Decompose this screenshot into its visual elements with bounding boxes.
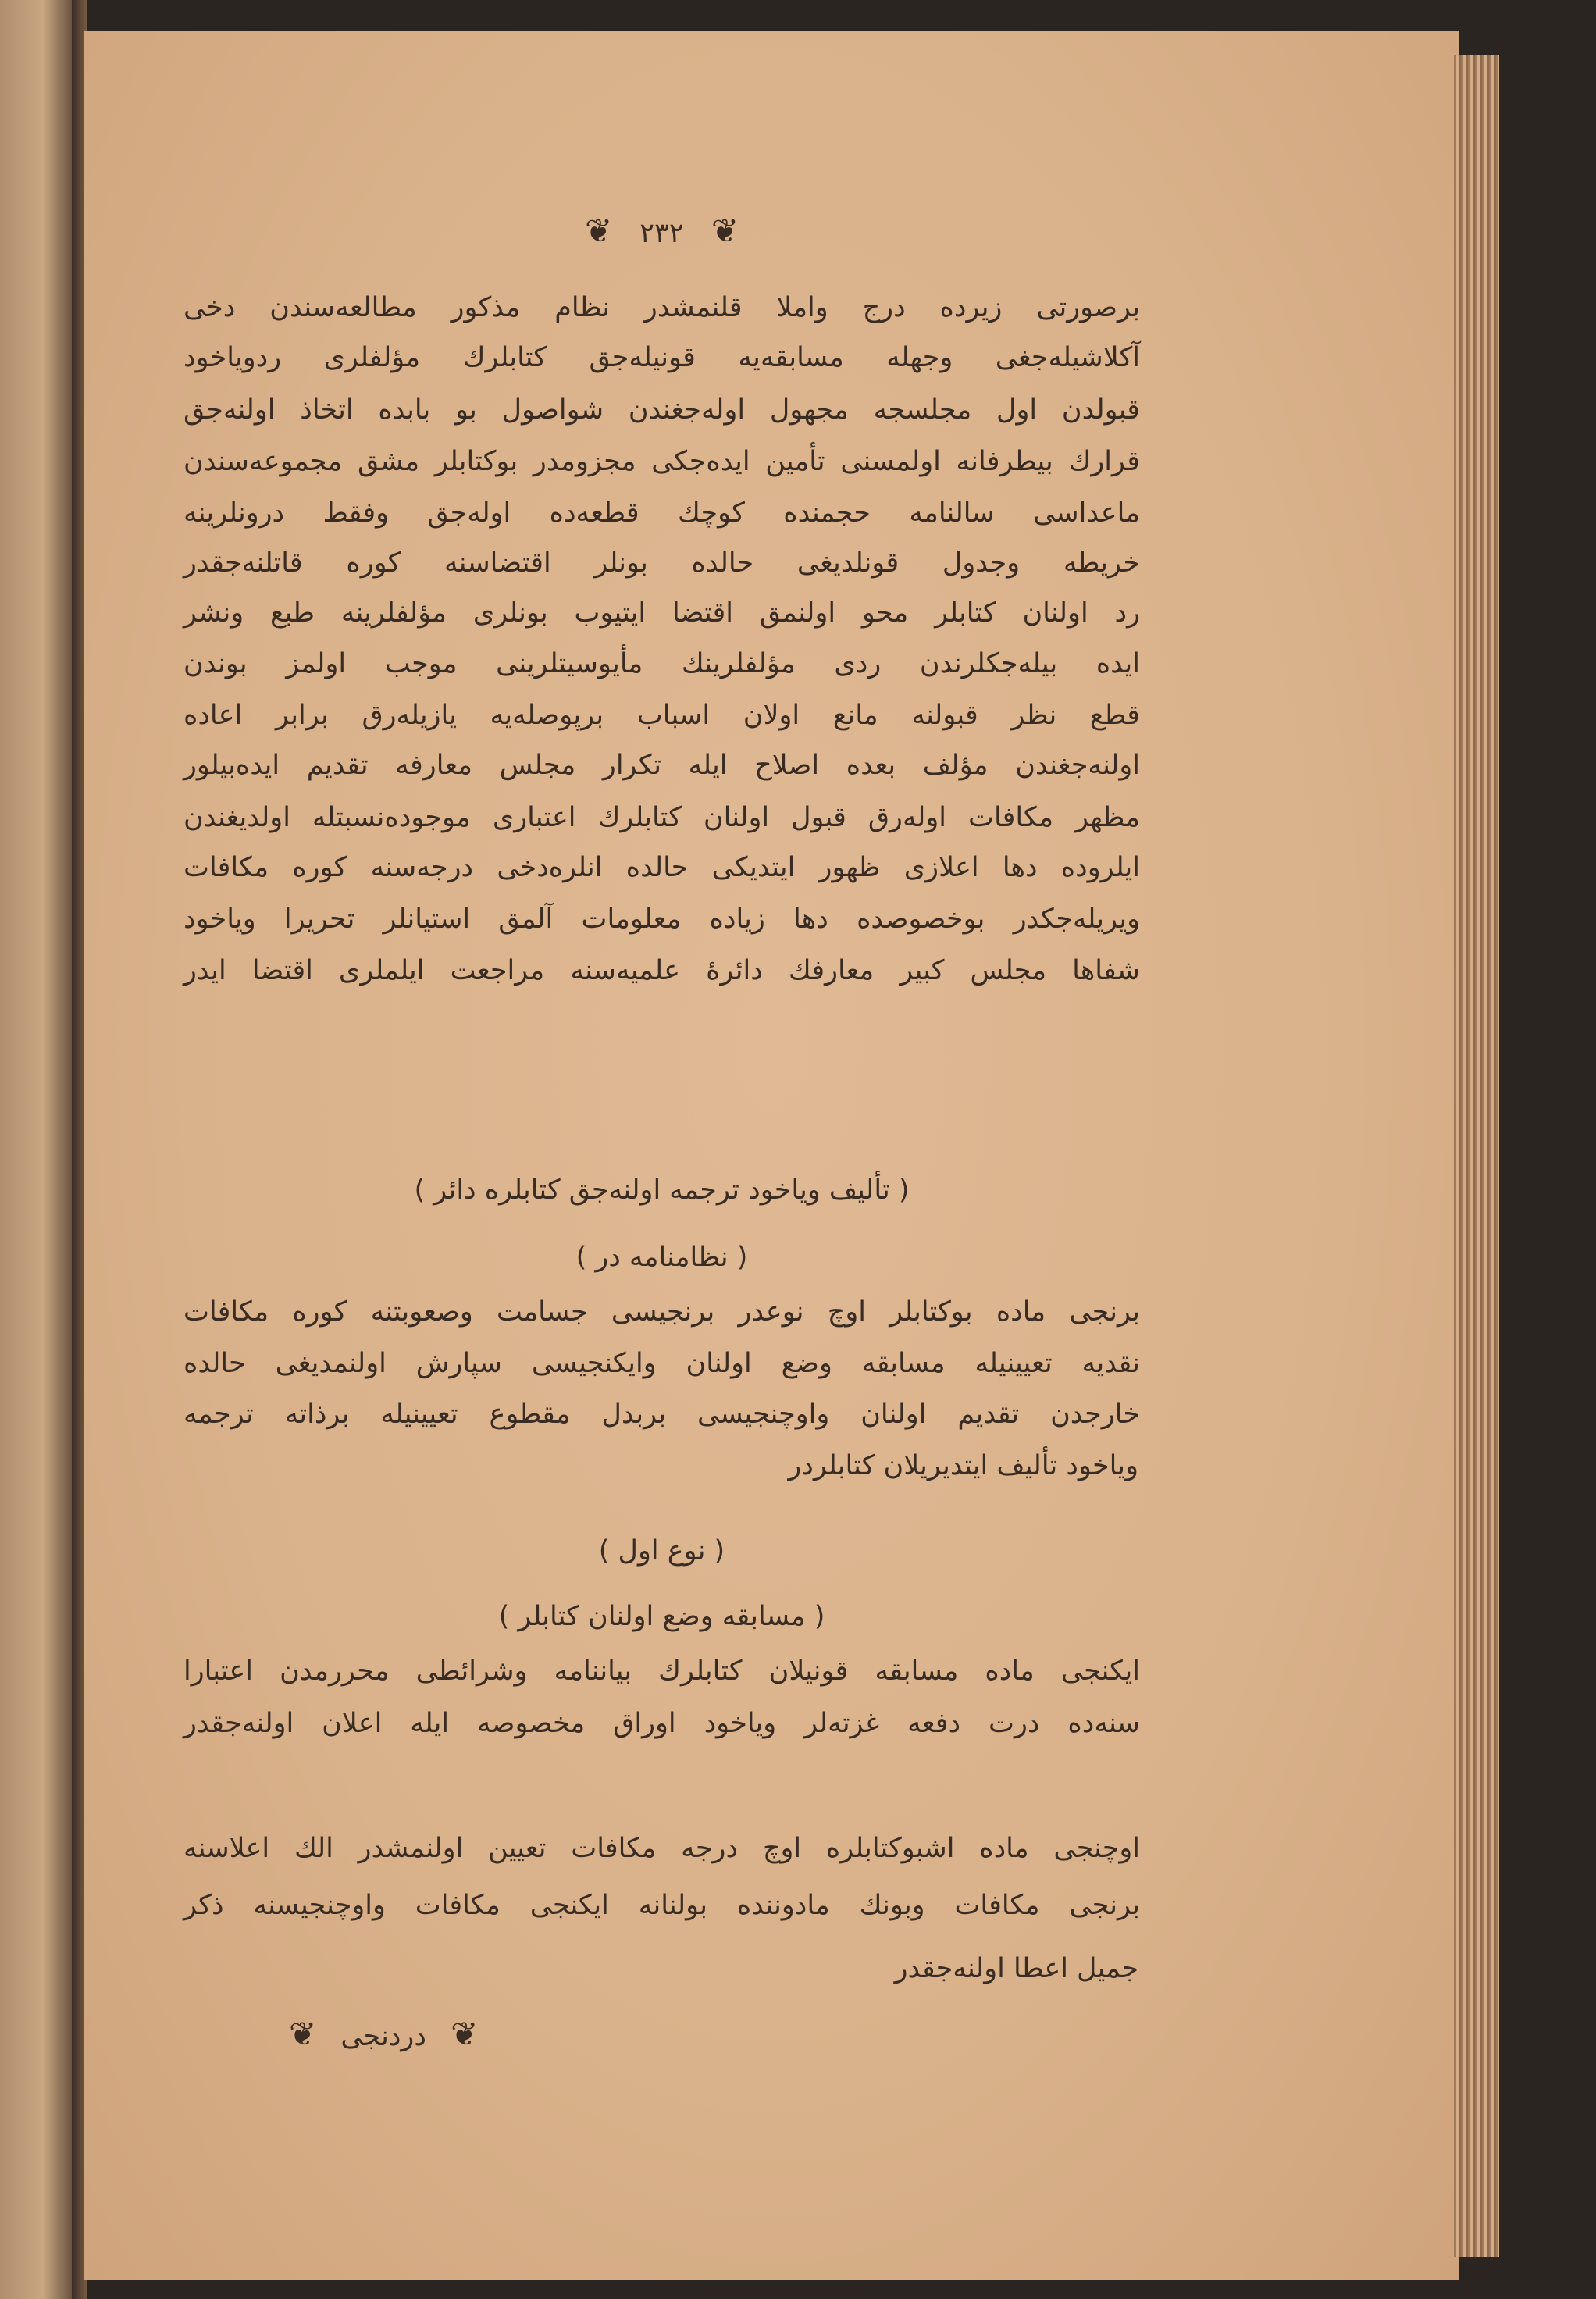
text-line: شفاها مجلس کبیر معارفك دائرهٔ علمیه‌سنه مراجعت ایلملری اقتضا ایدر <box>183 955 1140 986</box>
text-line: آکلاشیله‌جغی وجهله مسابقه‌یه قونیله‌جق کتابلرك مؤلفلری ردویاخود <box>183 342 1140 373</box>
ornament-icon: ❦ <box>584 212 613 250</box>
facing-page-edge <box>0 0 72 2299</box>
text-line: مظهر مکافات اوله‌رق قبول اولنان کتابلرك اعتباری موجوده‌نسبتله اولدیغندن <box>183 802 1140 833</box>
article-line: سنه‌ده درت دفعه غزته‌لر ویاخود اوراق مخصوصه ایله اعلان اولنه‌جقدر <box>183 1708 1140 1739</box>
section-heading: ( مسابقه وضع اولنان کتابلر ) <box>498 1601 825 1632</box>
article-line: نقدیه تعیینیله مسابقه وضع اولنان وایکنجیسی سپارش اولنمدیغی حالده <box>183 1348 1140 1379</box>
text-line: ماعداسی سالنامه حجمنده کوچك قطعه‌ده اوله‌جق وفقط درونلرینه <box>183 497 1140 529</box>
ornament-icon: ❦ <box>289 2015 317 2053</box>
ornament-icon: ❦ <box>711 212 739 250</box>
text-line: برصورتی زیرده درج واملا قلنمشدر نظام مذکور مطالعه‌سندن دخی <box>183 292 1140 323</box>
article-line: برنجی مکافات وبونك مادوننده بولنانه ایکنجی مکافات واوچنجیسنه ذکر <box>183 1890 1140 1921</box>
article-line: ویاخود تألیف ایتدیریلان کتابلردر <box>788 1450 1138 1481</box>
text-line: رد اولنان کتابلر محو اولنمق اقتضا ایتیوب بونلری مؤلفلرینه طبع ونشر <box>183 597 1140 629</box>
text-line: قطع نظر قبولنه مانع اولان اسباب برپوصله‌یه یازیله‌رق برابر اعاده <box>183 700 1140 731</box>
text-line: قرارك بیطرفانه اولمسنی تأمین ایده‌جکی مجزومدر بوکتابلر مشق مجموعه‌سندن <box>183 446 1140 477</box>
catchword-footer <box>289 2012 478 2058</box>
text-line: ویریله‌جکدر بوخصوصده دها زیاده معلومات آلمق استیانلر تحریرا ویاخود <box>183 904 1140 935</box>
text-line: قبولدن اول مجلسجه مجهول اوله‌جغندن شواصول بو بابده اتخاذ اولنه‌جق <box>183 394 1140 426</box>
page-number: ۲۳۲ <box>639 218 684 249</box>
section-heading: ( نوع اول ) <box>598 1535 725 1567</box>
section-heading: ( تألیف ویاخود ترجمه اولنه‌جق کتابلره دائر ) <box>414 1174 910 1206</box>
article-line: جمیل اعطا اولنه‌جقدر <box>894 1953 1138 1984</box>
article-line: اوچنجی ماده اشبوکتابلره اوچ درجه مکافات تعیین اولنمشدر الك اعلاسنه <box>183 1833 1140 1864</box>
text-line: خریطه وجدول قونلدیغی حالده بونلر اقتضاسنه کوره قاتلنه‌جقدر <box>183 547 1140 579</box>
article-line: ایکنجی ماده مسابقه قونیلان کتابلرك بیاننامه وشرائطی محررمدن اعتبارا <box>183 1656 1140 1687</box>
article-line: برنجی ماده بوکتابلر اوچ نوعدر برنجیسی جسامت وصعوبتنه کوره مکافات <box>183 1296 1140 1328</box>
text-line: اولنه‌جغندن مؤلف بعده اصلاح ایله تکرار مجلس معارفه تقدیم ایده‌بیلور <box>183 750 1140 781</box>
catchword: دردنجی <box>340 2021 426 2052</box>
text-line: ایلروده دها اعلازی ظهور ایتدیکی حالده انلره‌دخی درجه‌سنه کوره مکافات <box>183 852 1140 883</box>
ornament-icon: ❦ <box>451 2015 479 2053</box>
text-line: ایده بیله‌جکلرندن ردی مؤلفلرینك مأیوسیتلرینی موجب اولمز بوندن <box>183 648 1140 679</box>
page-edges-stack <box>1454 55 1499 2257</box>
article-line: خارجدن تقدیم اولنان واوچنجیسی بربدل مقطوع تعیینیله برذاته ترجمه <box>183 1399 1140 1430</box>
section-heading: ( نظامنامه در ) <box>575 1242 748 1273</box>
page-header <box>183 209 1140 255</box>
